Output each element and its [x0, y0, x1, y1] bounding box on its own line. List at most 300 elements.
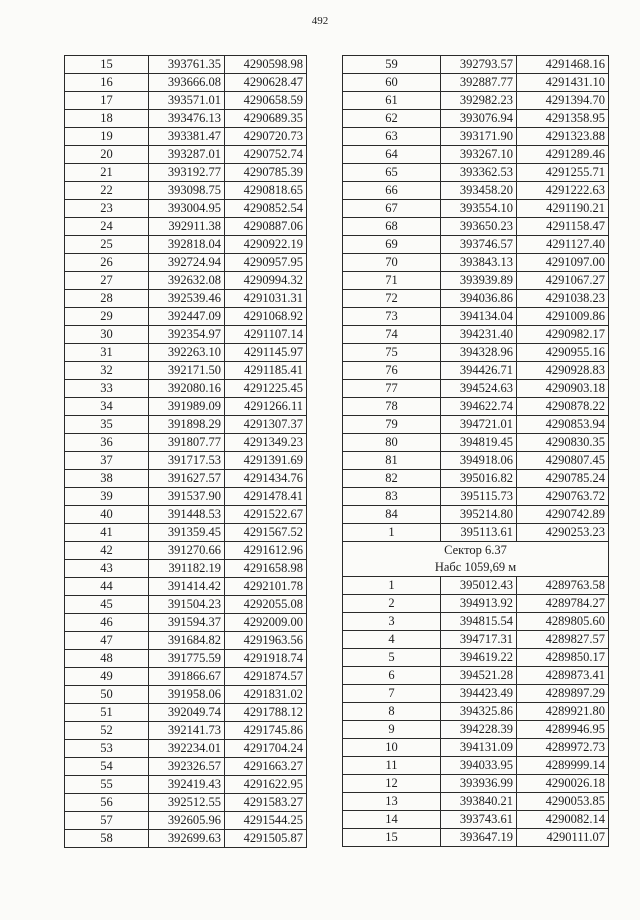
- point-number: 75: [343, 344, 441, 362]
- coordinate-y: 4290785.39: [225, 164, 307, 182]
- point-number: 12: [343, 775, 441, 793]
- coordinate-y: 4291031.31: [225, 290, 307, 308]
- point-number: 18: [65, 110, 149, 128]
- table-row: [65, 614, 307, 632]
- table-row: [343, 272, 609, 290]
- table-row: [65, 164, 307, 182]
- coordinate-x: 392354.97: [149, 326, 225, 344]
- coordinate-y: 4291622.95: [225, 776, 307, 794]
- table-row: [65, 200, 307, 218]
- coordinate-x: 393843.13: [441, 254, 517, 272]
- point-number: 76: [343, 362, 441, 380]
- coordinate-x: 394815.54: [441, 613, 517, 631]
- coordinate-x: 392419.43: [149, 776, 225, 794]
- point-number: 41: [65, 524, 149, 542]
- point-number: 59: [343, 56, 441, 74]
- coordinate-y: 4291323.88: [517, 128, 609, 146]
- coordinate-y: 4290807.45: [517, 452, 609, 470]
- point-number: 15: [65, 56, 149, 74]
- table-row: [65, 722, 307, 740]
- coordinate-x: 394134.04: [441, 308, 517, 326]
- coordinate-y: 4291158.47: [517, 218, 609, 236]
- coordinate-y: 4290053.85: [517, 793, 609, 811]
- point-number: 26: [65, 254, 149, 272]
- coordinate-x: 392605.96: [149, 812, 225, 830]
- coordinate-y: 4290957.95: [225, 254, 307, 272]
- coordinate-x: 393171.90: [441, 128, 517, 146]
- coordinate-x: 393362.53: [441, 164, 517, 182]
- table-row: [343, 829, 609, 847]
- coordinate-x: 394717.31: [441, 631, 517, 649]
- point-number: 24: [65, 218, 149, 236]
- coordinate-y: 4290082.14: [517, 811, 609, 829]
- coordinate-y: 4290763.72: [517, 488, 609, 506]
- table-row: [343, 631, 609, 649]
- coordinate-y: 4290853.94: [517, 416, 609, 434]
- point-number: 70: [343, 254, 441, 272]
- coordinate-y: 4289897.29: [517, 685, 609, 703]
- point-number: 40: [65, 506, 149, 524]
- coordinate-y: 4290720.73: [225, 128, 307, 146]
- page-number: 492: [311, 15, 329, 27]
- point-number: 15: [343, 829, 441, 847]
- point-number: 1: [343, 577, 441, 595]
- coordinate-x: 393076.94: [441, 110, 517, 128]
- table-row: [65, 308, 307, 326]
- point-number: 22: [65, 182, 149, 200]
- table-row: [65, 398, 307, 416]
- coordinate-x: 392632.08: [149, 272, 225, 290]
- point-number: 62: [343, 110, 441, 128]
- coordinate-x: 391414.42: [149, 578, 225, 596]
- table-row: [343, 721, 609, 739]
- coordinate-y: 4290955.16: [517, 344, 609, 362]
- table-row: [343, 56, 609, 74]
- coordinate-y: 4291289.46: [517, 146, 609, 164]
- table-row: [65, 344, 307, 362]
- coordinate-y: 4291658.98: [225, 560, 307, 578]
- coordinate-x: 393004.95: [149, 200, 225, 218]
- point-number: 44: [65, 578, 149, 596]
- point-number: 81: [343, 452, 441, 470]
- point-number: 21: [65, 164, 149, 182]
- point-number: 71: [343, 272, 441, 290]
- coordinate-x: 394328.96: [441, 344, 517, 362]
- coordinate-x: 392887.77: [441, 74, 517, 92]
- coordinate-x: 393936.99: [441, 775, 517, 793]
- coordinates-table-left: [64, 55, 307, 848]
- table-row: [343, 74, 609, 92]
- point-number: 32: [65, 362, 149, 380]
- coordinate-y: 4291745.86: [225, 722, 307, 740]
- coordinate-y: 4291127.40: [517, 236, 609, 254]
- coordinate-y: 4291009.86: [517, 308, 609, 326]
- table-row: [65, 758, 307, 776]
- coordinate-y: 4289763.58: [517, 577, 609, 595]
- coordinate-x: 394819.45: [441, 434, 517, 452]
- coordinate-y: 4291583.27: [225, 794, 307, 812]
- sector-heading-row: [343, 542, 609, 577]
- table-row: [343, 775, 609, 793]
- coordinate-y: 4291505.87: [225, 830, 307, 848]
- point-number: 49: [65, 668, 149, 686]
- point-number: 51: [65, 704, 149, 722]
- table-row: [343, 146, 609, 164]
- coordinate-x: 394918.06: [441, 452, 517, 470]
- table-row: [65, 452, 307, 470]
- coordinate-y: 4290598.98: [225, 56, 307, 74]
- point-number: 14: [343, 811, 441, 829]
- point-number: 33: [65, 380, 149, 398]
- table-row: [343, 236, 609, 254]
- coordinate-x: 395016.82: [441, 470, 517, 488]
- point-number: 7: [343, 685, 441, 703]
- point-number: 82: [343, 470, 441, 488]
- point-number: 42: [65, 542, 149, 560]
- sector-subtitle: Набс 1059,69 м: [434, 560, 517, 574]
- coordinate-x: 391898.29: [149, 416, 225, 434]
- point-number: 77: [343, 380, 441, 398]
- coordinate-y: 4290878.22: [517, 398, 609, 416]
- coordinate-x: 392539.46: [149, 290, 225, 308]
- coordinate-x: 393840.21: [441, 793, 517, 811]
- table-row: [65, 56, 307, 74]
- point-number: 83: [343, 488, 441, 506]
- coordinate-x: 395214.80: [441, 506, 517, 524]
- point-number: 29: [65, 308, 149, 326]
- coordinate-y: 4290628.47: [225, 74, 307, 92]
- table-row: [343, 667, 609, 685]
- table-row: [65, 506, 307, 524]
- table-row: [343, 703, 609, 721]
- coordinate-y: 4291704.24: [225, 740, 307, 758]
- coordinate-y: 4290111.07: [517, 829, 609, 847]
- point-number: 57: [65, 812, 149, 830]
- point-number: 16: [65, 74, 149, 92]
- table-row: [65, 524, 307, 542]
- coordinate-y: 4290026.18: [517, 775, 609, 793]
- coordinate-x: 394721.01: [441, 416, 517, 434]
- coordinate-x: 392171.50: [149, 362, 225, 380]
- point-number: 54: [65, 758, 149, 776]
- coordinate-x: 394622.74: [441, 398, 517, 416]
- coordinate-y: 4291394.70: [517, 92, 609, 110]
- coordinate-y: 4290903.18: [517, 380, 609, 398]
- table-row: [343, 452, 609, 470]
- point-number: 31: [65, 344, 149, 362]
- coordinate-x: 392141.73: [149, 722, 225, 740]
- coordinate-y: 4290785.24: [517, 470, 609, 488]
- table-row: [343, 739, 609, 757]
- coordinate-y: 4291266.11: [225, 398, 307, 416]
- point-number: 38: [65, 470, 149, 488]
- coordinate-x: 393666.08: [149, 74, 225, 92]
- coordinate-x: 392049.74: [149, 704, 225, 722]
- coordinate-y: 4290852.54: [225, 200, 307, 218]
- table-row: [343, 362, 609, 380]
- point-number: 2: [343, 595, 441, 613]
- point-number: 73: [343, 308, 441, 326]
- table-row: [65, 110, 307, 128]
- point-number: 8: [343, 703, 441, 721]
- table-row: [65, 362, 307, 380]
- coordinate-y: 4289921.80: [517, 703, 609, 721]
- coordinate-x: 393476.13: [149, 110, 225, 128]
- coordinate-y: 4291831.02: [225, 686, 307, 704]
- coordinate-x: 393098.75: [149, 182, 225, 200]
- coordinate-x: 391866.67: [149, 668, 225, 686]
- coordinate-x: 393267.10: [441, 146, 517, 164]
- table-row: [65, 182, 307, 200]
- table-row: [65, 578, 307, 596]
- coordinate-x: 394619.22: [441, 649, 517, 667]
- coordinate-y: 4291225.45: [225, 380, 307, 398]
- coordinate-y: 4290982.17: [517, 326, 609, 344]
- coordinate-y: 4291145.97: [225, 344, 307, 362]
- coordinate-x: 393650.23: [441, 218, 517, 236]
- coordinate-y: 4291788.12: [225, 704, 307, 722]
- table-row: [65, 326, 307, 344]
- table-row: [343, 290, 609, 308]
- coordinate-y: 4291431.10: [517, 74, 609, 92]
- table-row: [343, 506, 609, 524]
- point-number: 13: [343, 793, 441, 811]
- coordinate-x: 393458.20: [441, 182, 517, 200]
- coordinate-x: 392699.63: [149, 830, 225, 848]
- point-number: 56: [65, 794, 149, 812]
- table-row: [343, 380, 609, 398]
- coordinate-x: 391958.06: [149, 686, 225, 704]
- coordinate-x: 393743.61: [441, 811, 517, 829]
- point-number: 50: [65, 686, 149, 704]
- table-row: [65, 128, 307, 146]
- table-row: [343, 254, 609, 272]
- point-number: 10: [343, 739, 441, 757]
- coordinate-y: 4291349.23: [225, 434, 307, 452]
- coordinate-y: 4291068.92: [225, 308, 307, 326]
- coordinates-table-right: [342, 55, 609, 847]
- table-row: [65, 272, 307, 290]
- table-row: [343, 613, 609, 631]
- table-row: [65, 380, 307, 398]
- coordinate-x: 391448.53: [149, 506, 225, 524]
- table-row: [65, 416, 307, 434]
- table-row: [343, 200, 609, 218]
- coordinate-x: 395113.61: [441, 524, 517, 542]
- coordinate-x: 393746.57: [441, 236, 517, 254]
- coordinate-y: 4289946.95: [517, 721, 609, 739]
- coordinate-y: 4291097.00: [517, 254, 609, 272]
- coordinate-x: 394423.49: [441, 685, 517, 703]
- table-row: [343, 685, 609, 703]
- point-number: 84: [343, 506, 441, 524]
- point-number: 35: [65, 416, 149, 434]
- coordinate-x: 392793.57: [441, 56, 517, 74]
- table-row: [65, 668, 307, 686]
- point-number: 9: [343, 721, 441, 739]
- coordinate-y: 4292055.08: [225, 596, 307, 614]
- coordinate-x: 393192.77: [149, 164, 225, 182]
- table-row: [65, 650, 307, 668]
- coordinate-y: 4289850.17: [517, 649, 609, 667]
- point-number: 61: [343, 92, 441, 110]
- point-number: 68: [343, 218, 441, 236]
- coordinate-x: 392447.09: [149, 308, 225, 326]
- coordinate-y: 4290253.23: [517, 524, 609, 542]
- coordinate-y: 4290658.59: [225, 92, 307, 110]
- table-row: [343, 416, 609, 434]
- coordinate-y: 4289972.73: [517, 739, 609, 757]
- coordinate-x: 393287.01: [149, 146, 225, 164]
- table-row: [65, 434, 307, 452]
- coordinate-y: 4291612.96: [225, 542, 307, 560]
- coordinate-x: 394033.95: [441, 757, 517, 775]
- coordinate-y: 4291918.74: [225, 650, 307, 668]
- point-number: 72: [343, 290, 441, 308]
- point-number: 46: [65, 614, 149, 632]
- table-row: [343, 649, 609, 667]
- table-row: [343, 577, 609, 595]
- table-row: [343, 434, 609, 452]
- table-row: [65, 596, 307, 614]
- table-row: [65, 488, 307, 506]
- coordinate-x: 394521.28: [441, 667, 517, 685]
- point-number: 58: [65, 830, 149, 848]
- table-row: [343, 92, 609, 110]
- coordinate-y: 4290928.83: [517, 362, 609, 380]
- point-number: 28: [65, 290, 149, 308]
- coordinate-x: 394228.39: [441, 721, 517, 739]
- point-number: 6: [343, 667, 441, 685]
- coordinate-y: 4289784.27: [517, 595, 609, 613]
- coordinate-y: 4290887.06: [225, 218, 307, 236]
- coordinate-x: 393381.47: [149, 128, 225, 146]
- coordinate-x: 394231.40: [441, 326, 517, 344]
- point-number: 67: [343, 200, 441, 218]
- point-number: 48: [65, 650, 149, 668]
- table-row: [65, 470, 307, 488]
- coordinate-y: 4290818.65: [225, 182, 307, 200]
- point-number: 19: [65, 128, 149, 146]
- point-number: 69: [343, 236, 441, 254]
- coordinate-y: 4291067.27: [517, 272, 609, 290]
- coordinate-y: 4291038.23: [517, 290, 609, 308]
- coordinate-y: 4290922.19: [225, 236, 307, 254]
- point-number: 55: [65, 776, 149, 794]
- coordinate-y: 4291544.25: [225, 812, 307, 830]
- coordinate-x: 391594.37: [149, 614, 225, 632]
- coordinate-x: 391359.45: [149, 524, 225, 542]
- coordinate-y: 4291255.71: [517, 164, 609, 182]
- sector-heading: [343, 542, 609, 577]
- coordinate-x: 391989.09: [149, 398, 225, 416]
- coordinate-x: 394131.09: [441, 739, 517, 757]
- point-number: 36: [65, 434, 149, 452]
- point-number: 20: [65, 146, 149, 164]
- coordinate-x: 393647.19: [441, 829, 517, 847]
- coordinate-y: 4291567.52: [225, 524, 307, 542]
- point-number: 34: [65, 398, 149, 416]
- coordinate-y: 4290742.89: [517, 506, 609, 524]
- table-row: [343, 164, 609, 182]
- table-row: [65, 704, 307, 722]
- table-row: [65, 92, 307, 110]
- point-number: 64: [343, 146, 441, 164]
- point-number: 11: [343, 757, 441, 775]
- table-row: [65, 686, 307, 704]
- table-row: [343, 757, 609, 775]
- coordinate-x: 394036.86: [441, 290, 517, 308]
- coordinate-y: 4292101.78: [225, 578, 307, 596]
- coordinate-y: 4290994.32: [225, 272, 307, 290]
- table-row: [65, 146, 307, 164]
- coordinate-y: 4290689.35: [225, 110, 307, 128]
- point-number: 80: [343, 434, 441, 452]
- point-number: 47: [65, 632, 149, 650]
- coordinate-x: 394426.71: [441, 362, 517, 380]
- table-row: [65, 812, 307, 830]
- point-number: 30: [65, 326, 149, 344]
- coordinate-y: 4291663.27: [225, 758, 307, 776]
- point-number: 37: [65, 452, 149, 470]
- table-row: [65, 830, 307, 848]
- point-number: 63: [343, 128, 441, 146]
- coordinate-x: 392911.38: [149, 218, 225, 236]
- table-row: [65, 74, 307, 92]
- table-row: [65, 740, 307, 758]
- coordinate-x: 393554.10: [441, 200, 517, 218]
- coordinate-x: 394524.63: [441, 380, 517, 398]
- point-number: 45: [65, 596, 149, 614]
- table-row: [343, 110, 609, 128]
- coordinate-x: 392080.16: [149, 380, 225, 398]
- coordinate-x: 391807.77: [149, 434, 225, 452]
- point-number: 3: [343, 613, 441, 631]
- coordinate-x: 392982.23: [441, 92, 517, 110]
- table-row: [65, 776, 307, 794]
- table-row: [65, 236, 307, 254]
- point-number: 74: [343, 326, 441, 344]
- coordinate-y: 4291434.76: [225, 470, 307, 488]
- table-row: [65, 542, 307, 560]
- table-row: [65, 632, 307, 650]
- table-row: [343, 488, 609, 506]
- coordinate-y: 4290752.74: [225, 146, 307, 164]
- coordinate-x: 395012.43: [441, 577, 517, 595]
- table-row: [343, 344, 609, 362]
- point-number: 66: [343, 182, 441, 200]
- table-row: [343, 398, 609, 416]
- table-row: [343, 793, 609, 811]
- coordinate-y: 4291874.57: [225, 668, 307, 686]
- coordinate-y: 4291478.41: [225, 488, 307, 506]
- coordinate-y: 4289999.14: [517, 757, 609, 775]
- coordinate-y: 4291222.63: [517, 182, 609, 200]
- coordinate-y: 4289873.41: [517, 667, 609, 685]
- coordinate-x: 393761.35: [149, 56, 225, 74]
- point-number: 43: [65, 560, 149, 578]
- table-row: [343, 524, 609, 542]
- point-number: 52: [65, 722, 149, 740]
- point-number: 1: [343, 524, 441, 542]
- table-row: [65, 218, 307, 236]
- point-number: 4: [343, 631, 441, 649]
- table-row: [343, 470, 609, 488]
- table-row: [65, 254, 307, 272]
- coordinate-y: 4292009.00: [225, 614, 307, 632]
- coordinate-y: 4291190.21: [517, 200, 609, 218]
- table-row: [65, 560, 307, 578]
